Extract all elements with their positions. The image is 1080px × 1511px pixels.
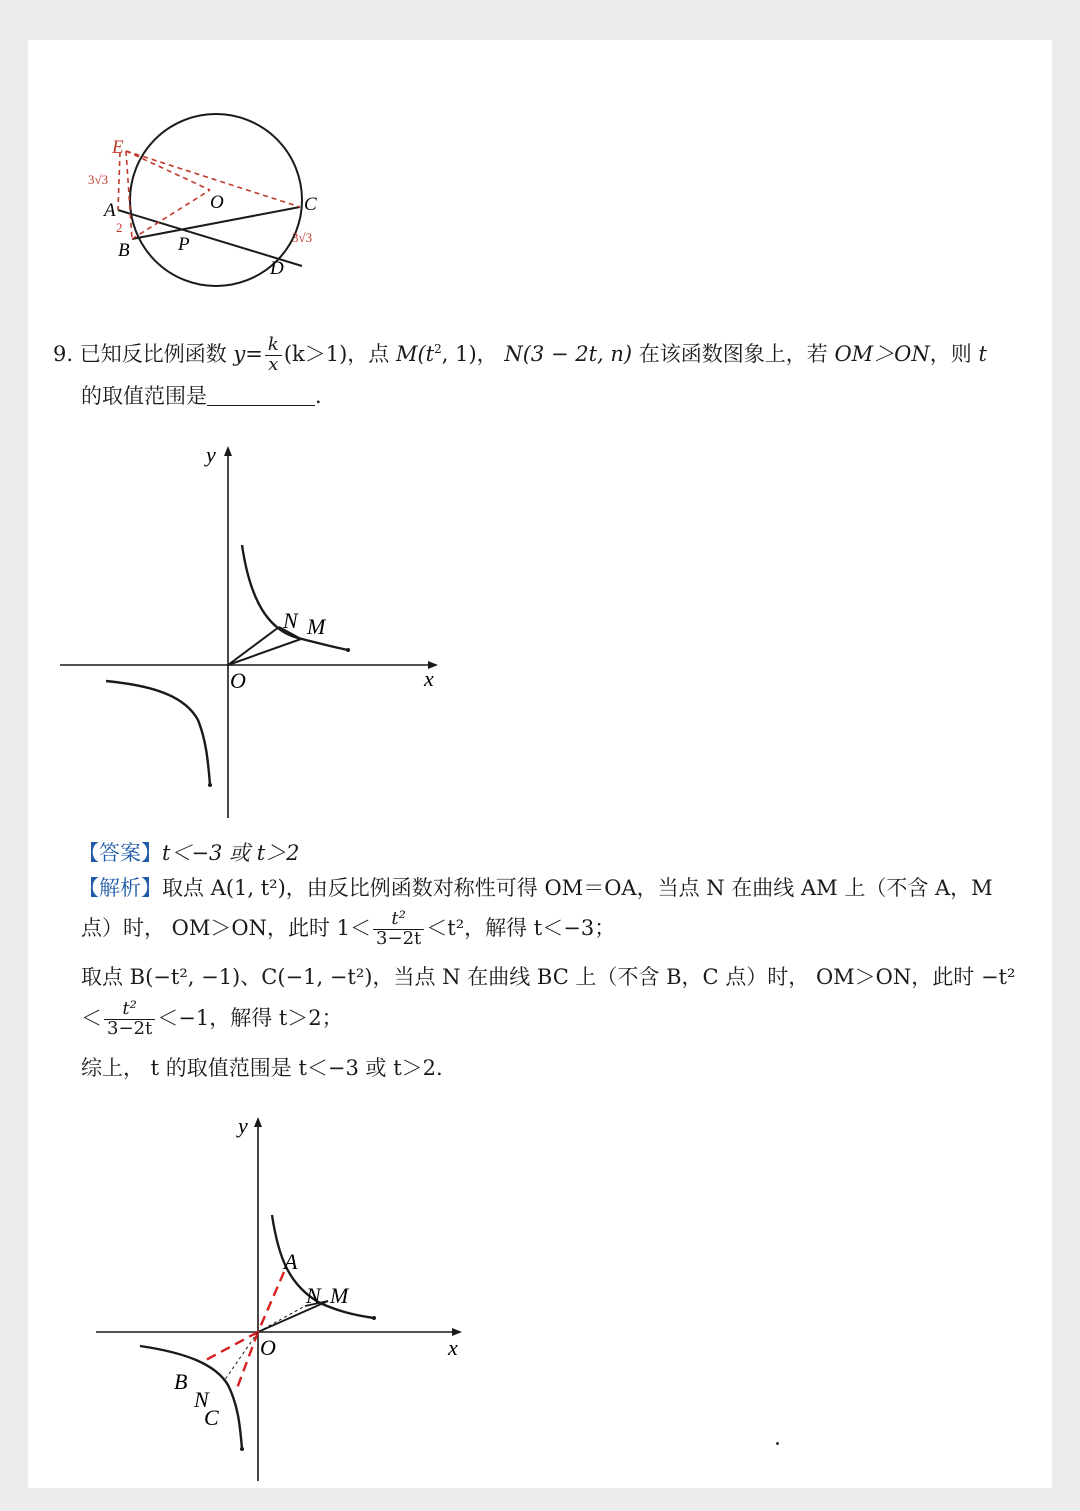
point-B-label: B bbox=[174, 1369, 188, 1394]
circle-figure bbox=[28, 40, 348, 300]
question-number: 9. bbox=[53, 341, 74, 366]
answer-line bbox=[78, 843, 300, 864]
label-A: A bbox=[104, 200, 116, 221]
document-page bbox=[28, 40, 1052, 1488]
label-B: B bbox=[118, 240, 130, 261]
label-D: D bbox=[270, 258, 284, 279]
point-N-label: N bbox=[283, 608, 298, 633]
point-N2-label: N bbox=[194, 1387, 209, 1412]
answer-tag: 【答案】 bbox=[78, 841, 162, 865]
analysis-line-3: 取点 B(−t², −1)、C(−1, −t²)，当点 N 在曲线 BC 上（不含 B，C 点）时， OM＞ON，此时 −t² bbox=[81, 965, 1016, 989]
axis-y-label: y bbox=[206, 442, 216, 467]
fraction-2: $\frac{\text{t²}}{3-2t}$ bbox=[104, 1000, 155, 1039]
question-line-1: 9. 已知反比例函数 y= $\frac{k}{x}$ (k＞1)，点 $M(t^2$, 1)， N(3 − 2t, n) 在该函数图象上，若 OM＞ON，则 t bbox=[53, 334, 987, 375]
fraction-1: $\frac{\text{t²}}{3-2t}$ bbox=[373, 910, 424, 949]
annot-cd: 3√3 bbox=[292, 230, 313, 245]
point-A-label: A bbox=[284, 1249, 298, 1274]
analysis-line-4: ＜ $\frac{\text{t²}}{3-2t}$ ＜−1，解得 t＞2； bbox=[81, 998, 343, 1039]
axis-x-label: x bbox=[424, 666, 434, 691]
axis-x-label-2b: x bbox=[448, 1335, 458, 1360]
analysis-line-1: 【解析】取点 A(1, t²)，由反比例函数对称性可得 OM＝OA，当点 N 在曲线 AM 上（不含 A，M bbox=[78, 876, 993, 900]
analysis-line-5: 综上， t 的取值范围是 t＜−3 或 t＞2. bbox=[81, 1056, 443, 1080]
origin-label: O bbox=[230, 668, 246, 693]
hyperbola-graph-2 bbox=[88, 1105, 478, 1485]
analysis-line-2: 点）时， OM＞ON，此时 1＜ $\frac{\text{t²}}{3-2t}$ ＜t²，解得 t＜−3； bbox=[81, 908, 616, 949]
hyperbola-graph-1 bbox=[58, 440, 448, 830]
label-C: C bbox=[304, 194, 317, 215]
label-E: E bbox=[112, 137, 124, 158]
origin-label-2: O bbox=[260, 1335, 276, 1360]
fraction-k-x: $\frac{k}{x}$ bbox=[265, 336, 282, 375]
answer-text: t＜−3 或 t＞2 bbox=[162, 841, 300, 865]
question-line-2: 的取值范围是 . bbox=[81, 384, 322, 408]
point-M-label: M bbox=[307, 614, 326, 639]
annot-ea: 3√3 bbox=[88, 172, 109, 187]
point-N-label-2: N bbox=[306, 1283, 321, 1308]
label-P: P bbox=[178, 234, 190, 255]
answer-blank bbox=[207, 387, 315, 406]
axis-y-label-2: y bbox=[238, 1113, 248, 1138]
analysis-tag: 【解析】 bbox=[78, 876, 162, 900]
point-C-label: C bbox=[204, 1405, 219, 1430]
stray-dot bbox=[776, 1442, 779, 1445]
label-O: O bbox=[210, 192, 224, 213]
point-M-label-2: M bbox=[330, 1283, 349, 1308]
annot-ab: 2 bbox=[116, 220, 123, 235]
